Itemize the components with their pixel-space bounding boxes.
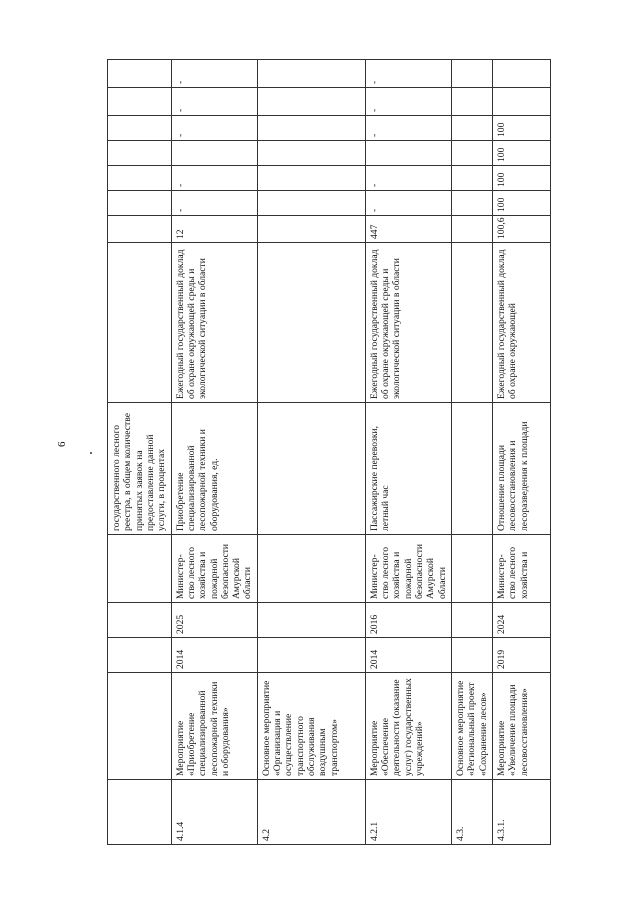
cell-source xyxy=(451,243,492,403)
cell-name: Мероприятие «Обеспечение деятельности (оказание услуг) государственных учреждений» xyxy=(365,673,451,780)
cell-source xyxy=(108,243,172,403)
cell-indicator xyxy=(451,403,492,535)
cell-name: Основное мероприятие «Региональный проект «Сохранение лесов» xyxy=(451,673,492,780)
cell-v4 xyxy=(257,116,365,141)
cell-v1 xyxy=(451,191,492,216)
cell-source: Ежегодный государственный доклад об охране окружающей xyxy=(492,243,550,403)
table-row xyxy=(451,60,492,845)
cell-v6 xyxy=(257,60,365,88)
cell-num: 4.3.1. xyxy=(492,780,550,845)
cell-base: 100,6 xyxy=(492,216,550,243)
cell-start xyxy=(257,638,365,673)
cell-v3: 100 xyxy=(492,141,550,166)
cell-v1: - xyxy=(171,191,257,216)
cell-v4: - xyxy=(365,116,451,141)
cell-end xyxy=(108,603,172,638)
cell-source xyxy=(257,243,365,403)
cell-v2 xyxy=(257,166,365,191)
cell-v2: - xyxy=(365,166,451,191)
cell-v3 xyxy=(108,141,172,166)
cell-source: Ежегодный государственный доклад об охране окружающей среды и экологической ситуации в области xyxy=(171,243,257,403)
cell-executor xyxy=(451,535,492,603)
cell-v6: - xyxy=(365,60,451,88)
cell-executor: Министер-ство лесного хозяйства и пожарной безопасности Амурской области xyxy=(365,535,451,603)
cell-v3 xyxy=(257,141,365,166)
cell-num: 4.2.1 xyxy=(365,780,451,845)
cell-source: Ежегодный государственный доклад об охране окружающей среды и экологической ситуации в области xyxy=(365,243,451,403)
cell-indicator: Приобретение специализированной лесопожарной техники и оборудования, ед. xyxy=(171,403,257,535)
page-number: 6 xyxy=(56,441,68,447)
cell-v5 xyxy=(108,88,172,116)
table-row xyxy=(492,60,550,845)
cell-v5 xyxy=(451,88,492,116)
cell-v1 xyxy=(108,191,172,216)
cell-num: 4.1.4 xyxy=(171,780,257,845)
cell-v4 xyxy=(108,116,172,141)
cell-name: Мероприятие «Приобретение специализированной лесопожарной техники и оборудования» xyxy=(171,673,257,780)
program-table-rotated xyxy=(107,60,540,845)
cell-num: 4.3. xyxy=(451,780,492,845)
program-table xyxy=(107,59,551,845)
cell-v6 xyxy=(492,60,550,88)
cell-v2 xyxy=(451,166,492,191)
cell-base: 12 xyxy=(171,216,257,243)
cell-indicator: Пассажирские перевозки, летный час xyxy=(365,403,451,535)
cell-v5: - xyxy=(171,88,257,116)
cell-end xyxy=(451,603,492,638)
cell-indicator xyxy=(257,403,365,535)
cell-base xyxy=(108,216,172,243)
cell-start xyxy=(451,638,492,673)
cell-end: 2016 xyxy=(365,603,451,638)
cell-end: 2025 xyxy=(171,603,257,638)
cell-v2: - xyxy=(171,166,257,191)
cell-executor xyxy=(108,535,172,603)
cell-v3 xyxy=(451,141,492,166)
cell-v6 xyxy=(108,60,172,88)
cell-end xyxy=(257,603,365,638)
cell-start xyxy=(108,638,172,673)
cell-v1: - xyxy=(365,191,451,216)
stray-dot xyxy=(90,452,92,454)
cell-base: 447 xyxy=(365,216,451,243)
cell-v3 xyxy=(171,141,257,166)
cell-name xyxy=(108,673,172,780)
cell-start: 2014 xyxy=(365,638,451,673)
cell-num: 4.2 xyxy=(257,780,365,845)
cell-indicator: государственного лесного реестра, в общем количестве принятых заявок на предоставление данной услуги, в процентах xyxy=(108,403,172,535)
cell-v5 xyxy=(492,88,550,116)
cell-start: 2019 xyxy=(492,638,550,673)
cell-v5 xyxy=(257,88,365,116)
cell-v1: 100 xyxy=(492,191,550,216)
cell-indicator: Отношение площади лесовосстановления и лесоразведения к площади xyxy=(492,403,550,535)
cell-num xyxy=(108,780,172,845)
cell-base xyxy=(451,216,492,243)
cell-end: 2024 xyxy=(492,603,550,638)
cell-v4: - xyxy=(171,116,257,141)
table-row xyxy=(257,60,365,845)
cell-executor: Министер-ство лесного хозяйства и xyxy=(492,535,550,603)
cell-v1 xyxy=(257,191,365,216)
cell-v4 xyxy=(451,116,492,141)
cell-name: Основное мероприятие «Организация и осуществление транспортного обслуживания воздушным транспортом» xyxy=(257,673,365,780)
cell-v2: 100 xyxy=(492,166,550,191)
table-row xyxy=(108,60,172,845)
table-row xyxy=(171,60,257,845)
cell-name: Мероприятие «Увеличение площади лесовосстановления» xyxy=(492,673,550,780)
cell-v4: 100 xyxy=(492,116,550,141)
table-row xyxy=(365,60,451,845)
cell-v3 xyxy=(365,141,451,166)
cell-v5: - xyxy=(365,88,451,116)
cell-executor: Министер-ство лесного хозяйства и пожарной безопасности Амурской области xyxy=(171,535,257,603)
cell-executor xyxy=(257,535,365,603)
cell-v6: - xyxy=(171,60,257,88)
cell-v6 xyxy=(451,60,492,88)
cell-start: 2014 xyxy=(171,638,257,673)
cell-v2 xyxy=(108,166,172,191)
cell-base xyxy=(257,216,365,243)
